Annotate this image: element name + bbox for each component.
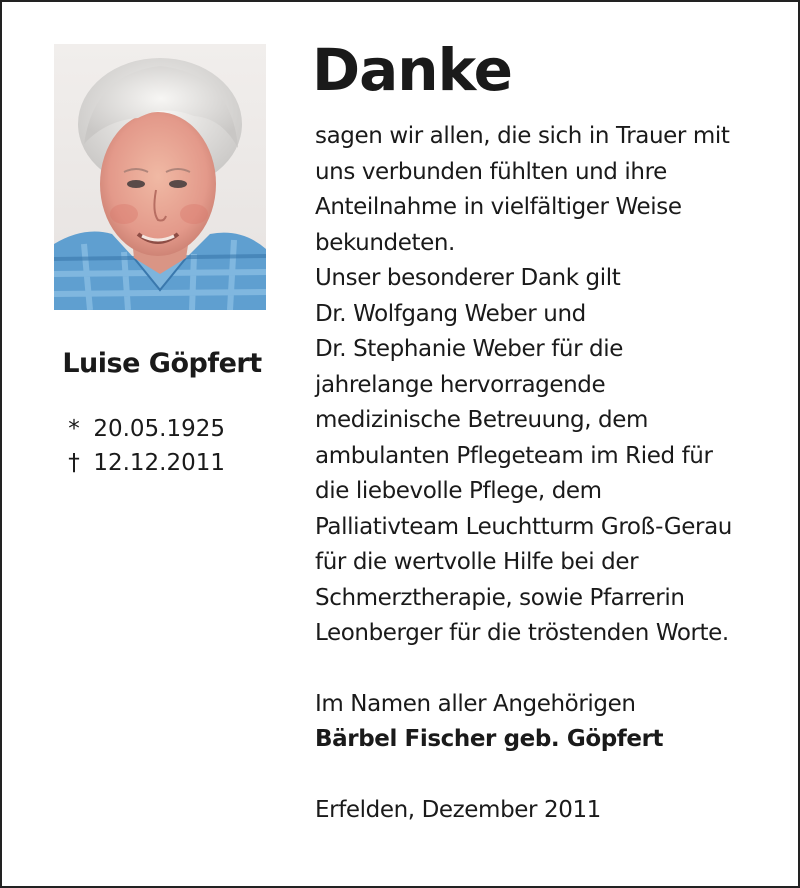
place-date: Erfelden, Dezember 2011 <box>315 796 601 823</box>
body-line: Schmerztherapie, sowie Pfarrerin <box>315 584 685 611</box>
spacer <box>315 758 785 793</box>
body-line: Unser besonderer Dank gilt <box>315 265 621 291</box>
body-line: sagen wir allen, die sich in Trauer mit <box>315 123 730 149</box>
signatory: Bärbel Fischer geb. Göpfert <box>315 726 664 752</box>
body-line: für die wertvolle Hilfe bei der <box>315 549 639 575</box>
body-line: Dr. Wolfgang Weber und <box>315 300 586 327</box>
body-line: Leonberger für die tröstenden Worte. <box>315 620 729 646</box>
deceased-name: Luise Göpfert <box>62 348 262 379</box>
body-line: ambulanten Pflegeteam im Ried für <box>315 442 713 469</box>
birth-date: 20.05.1925 <box>93 416 226 442</box>
body-line: die liebevolle Pflege, dem <box>315 478 602 504</box>
birth-date-row <box>62 412 282 446</box>
closing-line: Im Namen aller Angehörigen <box>315 690 636 717</box>
death-symbol: † <box>68 450 80 476</box>
spacer <box>315 652 785 687</box>
life-dates <box>62 412 282 480</box>
body-line: jahrelange hervorragende <box>315 371 606 398</box>
notice-title: Danke <box>312 36 512 104</box>
body-line: Dr. Stephanie Weber für die <box>315 336 623 362</box>
body-line: Anteilnahme in vielfältiger Weise <box>315 194 682 220</box>
portrait-photo <box>54 44 266 310</box>
birth-symbol: * <box>68 416 80 442</box>
body-line: medizinische Betreuung, dem <box>315 407 648 433</box>
body-line: Palliativteam Leuchtturm Groß-Gerau <box>315 513 732 540</box>
death-date: 12.12.2011 <box>93 450 226 476</box>
notice-body <box>315 119 785 828</box>
body-line: uns verbunden fühlten und ihre <box>315 158 667 185</box>
death-date-row <box>62 446 282 480</box>
body-line: bekundeten. <box>315 229 455 256</box>
